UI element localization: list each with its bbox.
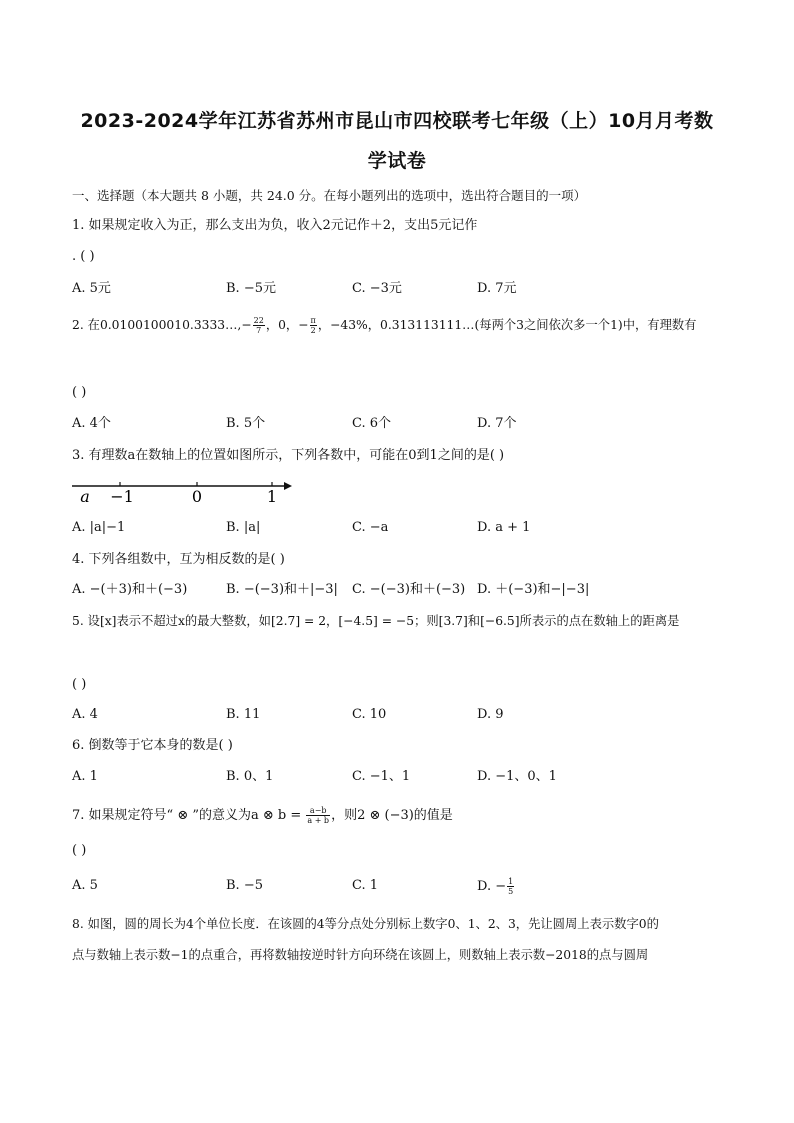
question-5-paren: ( ) [72, 677, 87, 692]
fraction-1-5 [507, 877, 514, 896]
axis-label-0: 0 [191, 487, 203, 506]
question-3-stem: 3. 有理数a在数轴上的位置如图所示，下列各数中，可能在0到1之间的是( ) [72, 448, 505, 463]
question-6-option-b: B. 0、1 [226, 769, 274, 784]
question-5-option-b: B. 11 [226, 707, 261, 722]
number-line-figure [72, 478, 302, 508]
question-2-option-c: C. 6个 [352, 416, 392, 431]
question-5-stem: 5. 设[x]表示不超过x的最大整数，如[2.7] = 2，[−4.5] = −5；则[3.7]和[−6.5]所表示的点在数轴上的距离是 [72, 614, 680, 628]
question-1-stem: 1. 如果规定收入为正，那么支出为负，收入2元记作＋2，支出5元记作 [72, 218, 478, 233]
question-3-option-d: D. a + 1 [477, 520, 531, 535]
fraction-numerator: π [310, 316, 316, 325]
question-1-option-a: A. 5元 [72, 281, 111, 296]
question-3-option-b: B. |a| [226, 520, 261, 535]
axis-label-1: 1 [266, 487, 278, 506]
question-7-option-c: C. 1 [352, 878, 379, 893]
question-8-line-1: 8. 如图，圆的周长为4个单位长度．在该圆的4等分点处分别标上数字0、1、2、3，先让圆周上表示数字0的 [72, 917, 659, 931]
section-heading: 一、选择题（本大题共 8 小题，共 24.0 分。在每小题列出的选项中，选出符合题目的一项） [72, 188, 587, 203]
question-6-stem: 6. 倒数等于它本身的数是( ) [72, 738, 233, 753]
question-3-option-a: A. |a|−1 [72, 520, 126, 535]
axis-label-a: a [80, 487, 90, 506]
question-5-option-a: A. 4 [72, 707, 98, 722]
question-2-option-b: B. 5个 [226, 416, 266, 431]
question-1-paren: . ( ) [72, 249, 95, 264]
question-4-option-d: D. ＋(−3)和−|−3| [477, 582, 590, 597]
exam-title-line1: 2023-2024学年江苏省苏州市昆山市四校联考七年级（上）10月月考数 [80, 110, 714, 132]
question-2-stem-prefix: 2. 在0.0100100010.3333…,− [72, 318, 252, 332]
question-4-option-c: C. −(−3)和＋(−3) [352, 582, 466, 597]
question-4-option-a: A. −(＋3)和＋(−3) [72, 582, 188, 597]
question-5-option-c: C. 10 [352, 707, 387, 722]
question-7-option-d-prefix: D. − [477, 879, 507, 894]
question-1-option-c: C. −3元 [352, 281, 402, 296]
fraction-22-7 [253, 316, 265, 335]
question-2-stem-suffix: ，−43%，0.313113111…(每两个3之间依次多一个1)中，有理数有 [317, 318, 697, 332]
question-7-paren: ( ) [72, 843, 87, 858]
question-7-option-d [477, 877, 515, 896]
fraction-pi-2 [310, 316, 317, 335]
question-2-option-a: A. 4个 [72, 416, 111, 431]
arrow-right-icon [284, 482, 292, 490]
question-8-line-2: 点与数轴上表示数−1的点重合，再将数轴按逆时针方向环绕在该圆上，则数轴上表示数−2018的点与圆周 [72, 948, 649, 962]
question-6-option-c: C. −1、1 [352, 769, 411, 784]
fraction-denominator: 2 [310, 326, 316, 335]
question-1-option-d: D. 7元 [477, 281, 517, 296]
fraction-denominator: a + b [307, 816, 330, 825]
question-5-option-d: D. 9 [477, 707, 504, 722]
question-2-stem-mid: ，0，− [265, 318, 309, 332]
fraction-numerator: 1 [508, 877, 514, 886]
question-6-option-d: D. −1、0、1 [477, 769, 557, 784]
axis-label-minus-1: −1 [110, 487, 134, 506]
question-7-stem-prefix: 7. 如果规定符号“ ⊗ ”的意义为a ⊗ b = [72, 808, 306, 823]
question-7-option-b: B. −5 [226, 878, 263, 893]
question-2-paren: ( ) [72, 385, 87, 400]
exam-title-line2: 学试卷 [367, 150, 427, 172]
fraction-numerator: a−b [306, 806, 330, 816]
question-4-option-b: B. −(−3)和＋|−3| [226, 582, 338, 597]
question-3-option-c: C. −a [352, 520, 389, 535]
fraction-denominator: 7 [256, 326, 262, 335]
fraction-denominator: 5 [508, 887, 514, 896]
fraction-numerator: 22 [253, 316, 264, 325]
question-4-stem: 4. 下列各组数中，互为相反数的是( ) [72, 552, 285, 567]
question-6-option-a: A. 1 [72, 769, 98, 784]
fraction-a-minus-b-over-a-plus-b [306, 806, 330, 825]
question-1-option-b: B. −5元 [226, 281, 276, 296]
question-7-stem-suffix: ，则2 ⊗ (−3)的值是 [331, 808, 453, 823]
question-2-option-d: D. 7个 [477, 416, 517, 431]
question-2-stem [72, 316, 696, 335]
question-7-stem [72, 806, 453, 825]
question-7-option-a: A. 5 [72, 878, 98, 893]
